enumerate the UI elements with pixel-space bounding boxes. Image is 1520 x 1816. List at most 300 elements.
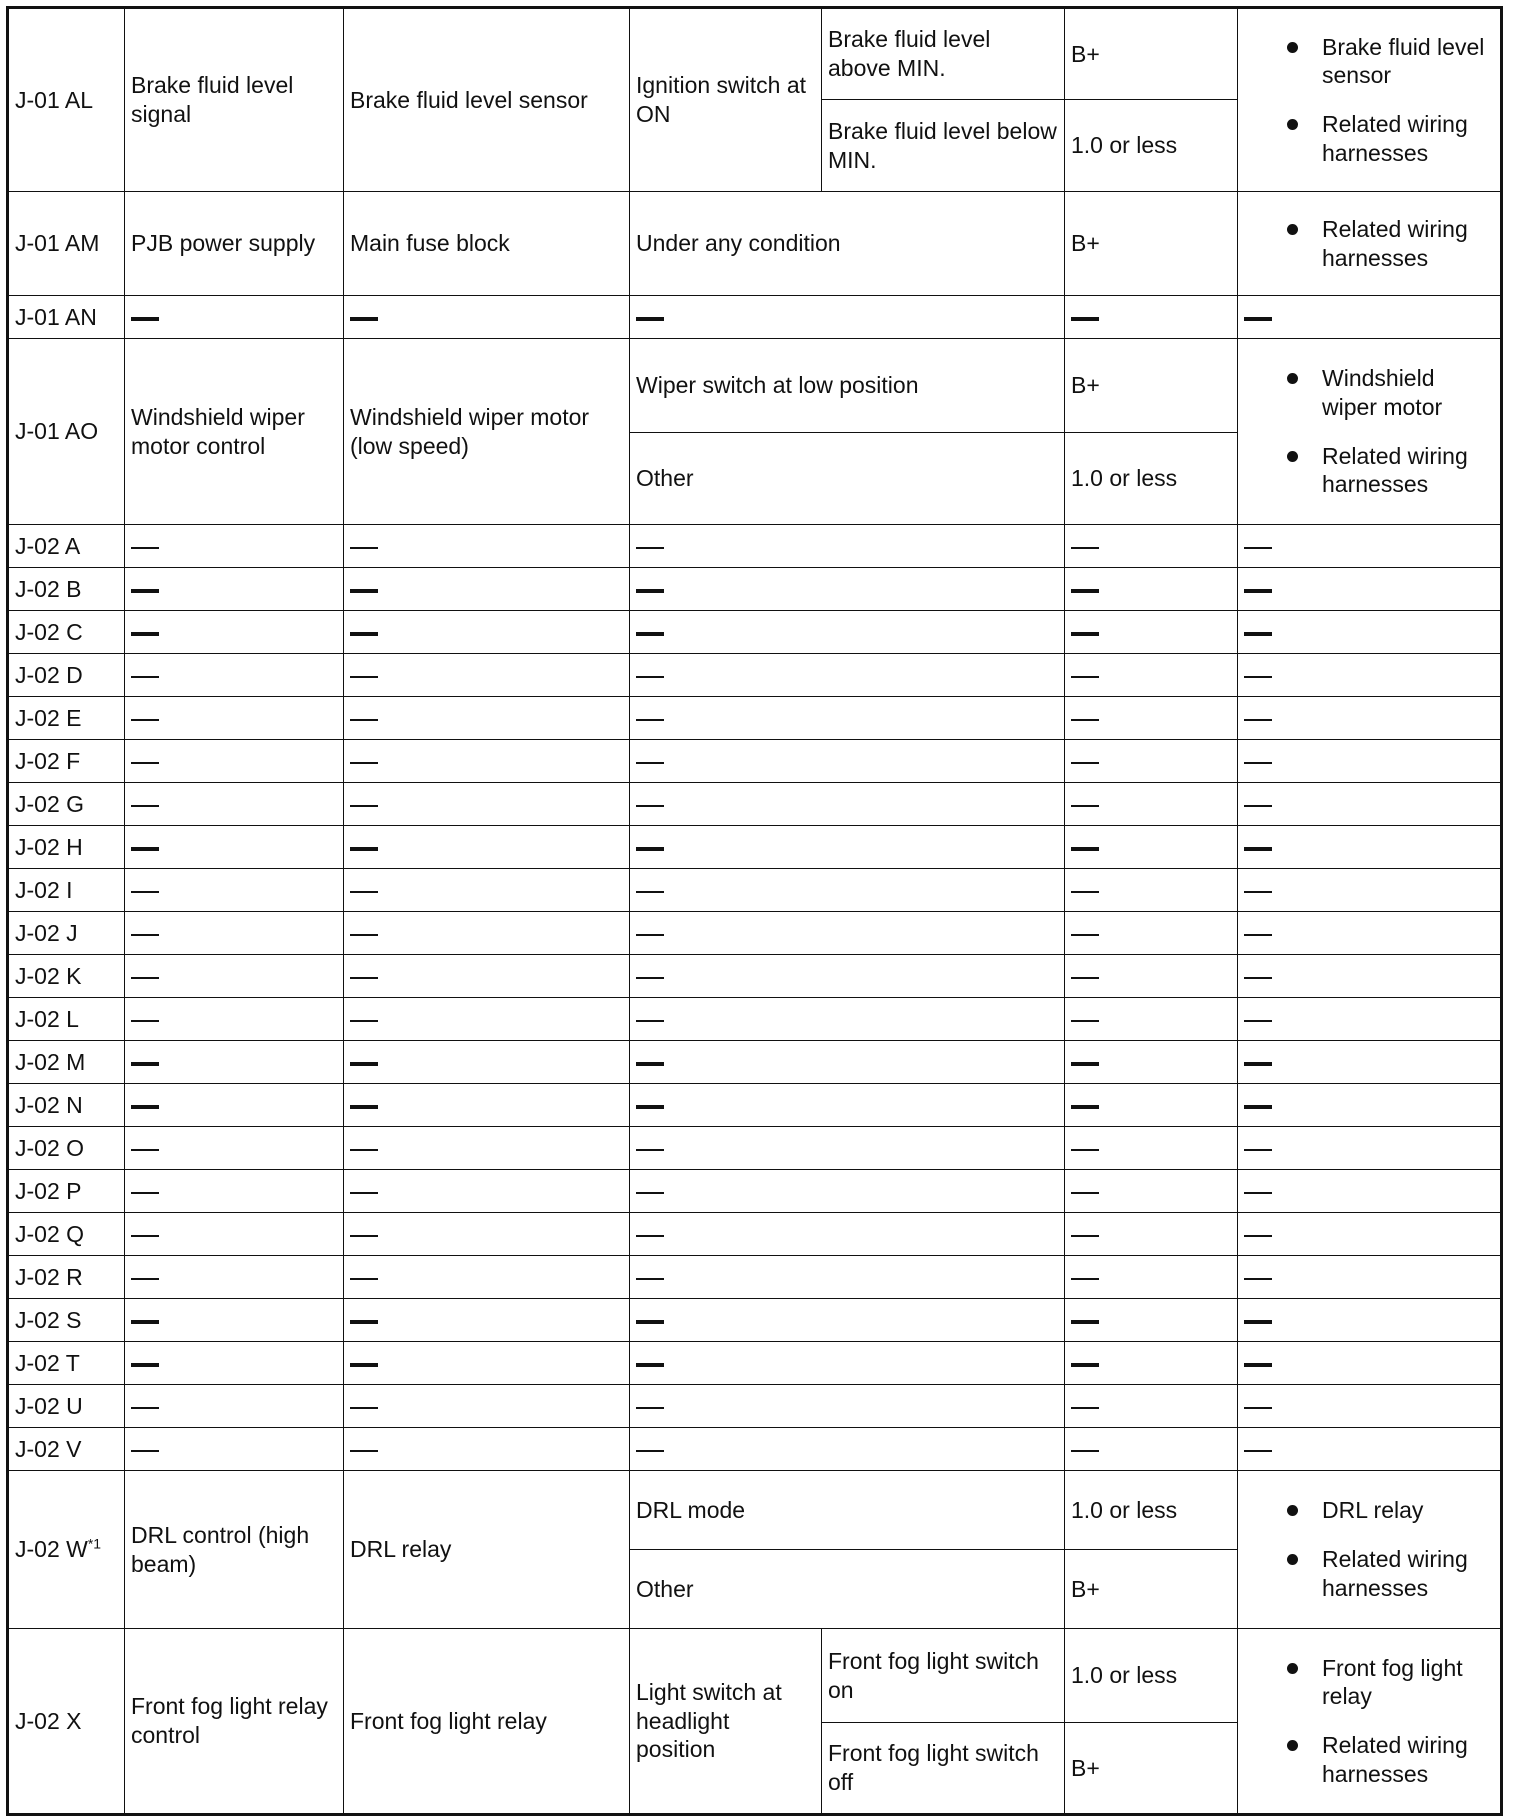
dash-mark xyxy=(1071,589,1099,593)
table-row xyxy=(8,525,1502,568)
empty-cell xyxy=(1238,826,1502,869)
dash-mark xyxy=(350,632,378,636)
dash-mark xyxy=(131,719,159,721)
empty-cell xyxy=(1065,654,1238,697)
table-row xyxy=(8,1299,1502,1342)
voltage-cell: B+ xyxy=(1065,192,1238,296)
dash-mark xyxy=(636,1407,664,1409)
dash-mark xyxy=(636,547,664,549)
terminal-cell: J-02 R xyxy=(8,1256,125,1299)
table-row xyxy=(8,1342,1502,1385)
dash-mark xyxy=(1244,1407,1272,1409)
destination-cell: Windshield wiper motor (low speed) xyxy=(344,339,630,525)
empty-cell xyxy=(630,296,1065,339)
empty-cell xyxy=(125,1256,344,1299)
dash-mark xyxy=(1071,719,1099,721)
empty-cell xyxy=(1238,1428,1502,1471)
dash-mark xyxy=(350,1020,378,1022)
terminal-table-sheet xyxy=(6,6,1503,1816)
empty-cell xyxy=(344,1084,630,1127)
empty-cell xyxy=(125,654,344,697)
dash-mark xyxy=(1244,1320,1272,1324)
voltage-cell: 1.0 or less xyxy=(1065,100,1238,192)
voltage-cell: B+ xyxy=(1065,8,1238,100)
dash-mark xyxy=(636,1062,664,1066)
list-item: DRL relay xyxy=(1244,1496,1494,1525)
empty-cell xyxy=(125,912,344,955)
bullet-icon xyxy=(1287,1740,1298,1751)
empty-cell xyxy=(344,1041,630,1084)
table-row xyxy=(8,1127,1502,1170)
dash-mark xyxy=(1071,977,1099,979)
empty-cell xyxy=(125,525,344,568)
empty-cell xyxy=(344,296,630,339)
empty-cell xyxy=(125,998,344,1041)
empty-cell xyxy=(630,1342,1065,1385)
terminal-cell: J-02 T xyxy=(8,1342,125,1385)
empty-cell xyxy=(1065,955,1238,998)
dash-mark xyxy=(1071,805,1099,807)
dash-mark xyxy=(350,805,378,807)
empty-cell xyxy=(344,525,630,568)
empty-cell xyxy=(1238,740,1502,783)
dash-mark xyxy=(350,1149,378,1151)
dash-mark xyxy=(1071,317,1099,321)
list-item: Related wiring harnesses xyxy=(1244,442,1494,500)
dash-mark xyxy=(1244,1149,1272,1151)
empty-cell xyxy=(1238,1170,1502,1213)
voltage-cell: B+ xyxy=(1065,1550,1238,1629)
table-row xyxy=(8,955,1502,998)
dash-mark xyxy=(131,317,159,321)
dash-mark xyxy=(350,589,378,593)
dash-mark xyxy=(1244,934,1272,936)
terminal-cell: J-02 K xyxy=(8,955,125,998)
dash-mark xyxy=(350,1450,378,1452)
terminal-cell: J-02 F xyxy=(8,740,125,783)
empty-cell xyxy=(1238,654,1502,697)
terminal-cell: J-02 V xyxy=(8,1428,125,1471)
dash-mark xyxy=(636,317,664,321)
signal-cell: Brake fluid level signal xyxy=(125,8,344,192)
table-row xyxy=(8,697,1502,740)
dash-mark xyxy=(131,847,159,851)
empty-cell xyxy=(1065,697,1238,740)
dash-mark xyxy=(1071,1450,1099,1452)
dash-mark xyxy=(131,1149,159,1151)
dash-mark xyxy=(636,1278,664,1280)
dash-mark xyxy=(350,1363,378,1367)
dash-mark xyxy=(1071,1062,1099,1066)
dash-mark xyxy=(350,676,378,678)
table-row xyxy=(8,826,1502,869)
empty-cell xyxy=(125,1299,344,1342)
dash-mark xyxy=(636,762,664,764)
empty-cell xyxy=(1065,1084,1238,1127)
dash-mark xyxy=(131,1192,159,1194)
dash-mark xyxy=(636,934,664,936)
terminal-label: J-02 W xyxy=(15,1536,88,1563)
empty-cell xyxy=(344,1342,630,1385)
table-row xyxy=(8,740,1502,783)
bullet-icon xyxy=(1287,1663,1298,1674)
dash-mark xyxy=(636,1020,664,1022)
empty-cell xyxy=(630,568,1065,611)
bullet-icon xyxy=(1287,119,1298,130)
subcondition-cell: Brake fluid level above MIN. xyxy=(822,8,1065,100)
empty-cell xyxy=(630,912,1065,955)
empty-cell xyxy=(630,1428,1065,1471)
voltage-cell: B+ xyxy=(1065,1723,1238,1815)
dash-mark xyxy=(131,1020,159,1022)
dash-mark xyxy=(350,977,378,979)
terminal-cell: J-02 S xyxy=(8,1299,125,1342)
terminal-cell: J-02 Q xyxy=(8,1213,125,1256)
subcondition-cell: Front fog light switch on xyxy=(822,1629,1065,1723)
dash-mark xyxy=(636,1450,664,1452)
empty-cell xyxy=(630,525,1065,568)
terminal-cell: J-02 A xyxy=(8,525,125,568)
empty-cell xyxy=(125,296,344,339)
bullet-icon xyxy=(1287,42,1298,53)
empty-cell xyxy=(1238,955,1502,998)
table-row xyxy=(8,1385,1502,1428)
terminal-cell: J-02 O xyxy=(8,1127,125,1170)
empty-cell xyxy=(125,1385,344,1428)
dash-mark xyxy=(350,317,378,321)
terminal-cell: J-02 I xyxy=(8,869,125,912)
table-row xyxy=(8,8,1502,100)
dash-mark xyxy=(131,1105,159,1109)
empty-cell xyxy=(125,955,344,998)
dash-mark xyxy=(350,1278,378,1280)
destination-cell: Brake fluid level sensor xyxy=(344,8,630,192)
dash-mark xyxy=(1244,632,1272,636)
dash-mark xyxy=(131,934,159,936)
empty-cell xyxy=(125,1127,344,1170)
terminal-cell: J-01 AN xyxy=(8,296,125,339)
dash-mark xyxy=(1071,1235,1099,1237)
empty-cell xyxy=(344,826,630,869)
empty-cell xyxy=(1065,912,1238,955)
dash-mark xyxy=(636,676,664,678)
empty-cell xyxy=(344,1127,630,1170)
bullet-icon xyxy=(1287,451,1298,462)
table-row xyxy=(8,1170,1502,1213)
dash-mark xyxy=(1071,1278,1099,1280)
dash-mark xyxy=(1071,632,1099,636)
condition-cell: Light switch at headlight position xyxy=(630,1629,822,1815)
voltage-cell: 1.0 or less xyxy=(1065,433,1238,525)
empty-cell xyxy=(125,783,344,826)
table-row xyxy=(8,1428,1502,1471)
dash-mark xyxy=(131,676,159,678)
empty-cell xyxy=(1238,1299,1502,1342)
empty-cell xyxy=(1065,296,1238,339)
dash-mark xyxy=(1071,1149,1099,1151)
signal-cell: PJB power supply xyxy=(125,192,344,296)
dash-mark xyxy=(1244,891,1272,893)
dash-mark xyxy=(131,977,159,979)
empty-cell xyxy=(1065,998,1238,1041)
empty-cell xyxy=(344,998,630,1041)
empty-cell xyxy=(125,869,344,912)
terminal-cell: J-02 X xyxy=(8,1629,125,1815)
dash-mark xyxy=(131,1235,159,1237)
list-item: Related wiring harnesses xyxy=(1244,1731,1494,1789)
empty-cell xyxy=(630,740,1065,783)
list-item: Windshield wiper motor xyxy=(1244,364,1494,422)
bullet-icon xyxy=(1287,373,1298,384)
empty-cell xyxy=(1065,1428,1238,1471)
empty-cell xyxy=(125,826,344,869)
condition-cell: Other xyxy=(630,433,1065,525)
dash-mark xyxy=(1244,1020,1272,1022)
empty-cell xyxy=(1238,568,1502,611)
empty-cell xyxy=(1065,1213,1238,1256)
dash-mark xyxy=(350,1235,378,1237)
empty-cell xyxy=(630,869,1065,912)
dash-mark xyxy=(636,891,664,893)
empty-cell xyxy=(344,568,630,611)
terminal-cell: J-02 E xyxy=(8,697,125,740)
empty-cell xyxy=(125,1428,344,1471)
dash-mark xyxy=(131,547,159,549)
destination-cell: Main fuse block xyxy=(344,192,630,296)
empty-cell xyxy=(344,1256,630,1299)
table-row xyxy=(8,1213,1502,1256)
empty-cell xyxy=(630,955,1065,998)
dash-mark xyxy=(1244,977,1272,979)
dash-mark xyxy=(131,589,159,593)
empty-cell xyxy=(630,1127,1065,1170)
dash-mark xyxy=(636,1235,664,1237)
dash-mark xyxy=(131,762,159,764)
footnote-mark: *1 xyxy=(87,1535,102,1552)
empty-cell xyxy=(630,1299,1065,1342)
dash-mark xyxy=(350,1320,378,1324)
dash-mark xyxy=(350,719,378,721)
table-row xyxy=(8,611,1502,654)
condition-cell: Wiper switch at low position xyxy=(630,339,1065,433)
empty-cell xyxy=(630,998,1065,1041)
terminal-cell: J-02 M xyxy=(8,1041,125,1084)
empty-cell xyxy=(1238,697,1502,740)
empty-cell xyxy=(1238,1041,1502,1084)
empty-cell xyxy=(344,1213,630,1256)
terminal-cell xyxy=(8,1471,125,1629)
empty-cell xyxy=(344,740,630,783)
table-row xyxy=(8,869,1502,912)
table-row xyxy=(8,912,1502,955)
list-item: Related wiring harnesses xyxy=(1244,215,1494,273)
table-row xyxy=(8,783,1502,826)
empty-cell xyxy=(1065,1256,1238,1299)
blank-row-group xyxy=(8,525,1502,1471)
dash-mark xyxy=(131,1062,159,1066)
dash-mark xyxy=(1071,1105,1099,1109)
empty-cell xyxy=(1238,912,1502,955)
table-row xyxy=(8,1256,1502,1299)
dash-mark xyxy=(1244,805,1272,807)
empty-cell xyxy=(1065,783,1238,826)
voltage-cell: B+ xyxy=(1065,339,1238,433)
dash-mark xyxy=(1071,1320,1099,1324)
dash-mark xyxy=(1244,1363,1272,1367)
dash-mark xyxy=(1244,762,1272,764)
terminal-cell: J-01 AO xyxy=(8,339,125,525)
empty-cell xyxy=(344,1170,630,1213)
empty-cell xyxy=(125,740,344,783)
dash-mark xyxy=(1071,1363,1099,1367)
check-item-cell xyxy=(1238,1629,1502,1815)
dash-mark xyxy=(1244,589,1272,593)
empty-cell xyxy=(1238,1084,1502,1127)
terminal-cell: J-01 AL xyxy=(8,8,125,192)
subcondition-cell: Front fog light switch off xyxy=(822,1723,1065,1815)
empty-cell xyxy=(125,1041,344,1084)
destination-cell: DRL relay xyxy=(344,1471,630,1629)
condition-cell: Under any condition xyxy=(630,192,1065,296)
bullet-icon xyxy=(1287,1554,1298,1565)
dash-mark xyxy=(350,762,378,764)
signal-cell: Windshield wiper motor control xyxy=(125,339,344,525)
empty-cell xyxy=(344,955,630,998)
terminal-cell: J-02 D xyxy=(8,654,125,697)
table-row xyxy=(8,1084,1502,1127)
empty-cell xyxy=(125,1342,344,1385)
dash-mark xyxy=(636,805,664,807)
terminal-cell: J-02 U xyxy=(8,1385,125,1428)
empty-cell xyxy=(1238,525,1502,568)
list-item: Front fog light relay xyxy=(1244,1654,1494,1712)
dash-mark xyxy=(1244,847,1272,851)
dash-mark xyxy=(1071,891,1099,893)
voltage-cell: 1.0 or less xyxy=(1065,1471,1238,1550)
dash-mark xyxy=(350,1105,378,1109)
empty-cell xyxy=(1065,1170,1238,1213)
terminal-cell: J-02 P xyxy=(8,1170,125,1213)
dash-mark xyxy=(131,1278,159,1280)
dash-mark xyxy=(1071,1020,1099,1022)
dash-mark xyxy=(1071,1192,1099,1194)
terminal-cell: J-02 H xyxy=(8,826,125,869)
dash-mark xyxy=(636,977,664,979)
dash-mark xyxy=(131,1363,159,1367)
empty-cell xyxy=(1238,1256,1502,1299)
dash-mark xyxy=(1071,1407,1099,1409)
empty-cell xyxy=(1065,826,1238,869)
dash-mark xyxy=(1244,1105,1272,1109)
dash-mark xyxy=(1244,1450,1272,1452)
dash-mark xyxy=(350,1192,378,1194)
empty-cell xyxy=(630,1213,1065,1256)
empty-cell xyxy=(630,783,1065,826)
condition-cell: Other xyxy=(630,1550,1065,1629)
terminal-voltage-table xyxy=(6,6,1503,1816)
table-row xyxy=(8,654,1502,697)
terminal-cell: J-02 J xyxy=(8,912,125,955)
table-row xyxy=(8,296,1502,339)
empty-cell xyxy=(344,697,630,740)
empty-cell xyxy=(630,1041,1065,1084)
dash-mark xyxy=(636,1105,664,1109)
empty-cell xyxy=(1065,1385,1238,1428)
empty-cell xyxy=(125,611,344,654)
empty-cell xyxy=(125,1084,344,1127)
empty-cell xyxy=(1238,1385,1502,1428)
dash-mark xyxy=(636,1149,664,1151)
empty-cell xyxy=(125,697,344,740)
table-row xyxy=(8,339,1502,433)
dash-mark xyxy=(350,1062,378,1066)
condition-cell: DRL mode xyxy=(630,1471,1065,1550)
destination-cell: Front fog light relay xyxy=(344,1629,630,1815)
empty-cell xyxy=(1065,869,1238,912)
dash-mark xyxy=(350,547,378,549)
table-row xyxy=(8,192,1502,296)
empty-cell xyxy=(630,826,1065,869)
empty-cell xyxy=(1065,1041,1238,1084)
empty-cell xyxy=(630,1170,1065,1213)
voltage-cell: 1.0 or less xyxy=(1065,1629,1238,1723)
empty-cell xyxy=(1238,296,1502,339)
empty-cell xyxy=(1238,1213,1502,1256)
dash-mark xyxy=(636,847,664,851)
dash-mark xyxy=(1071,676,1099,678)
terminal-cell: J-02 G xyxy=(8,783,125,826)
empty-cell xyxy=(344,869,630,912)
empty-cell xyxy=(630,1084,1065,1127)
empty-cell xyxy=(1065,740,1238,783)
terminal-cell: J-02 C xyxy=(8,611,125,654)
terminal-cell: J-02 B xyxy=(8,568,125,611)
table-row xyxy=(8,998,1502,1041)
table-row xyxy=(8,568,1502,611)
empty-cell xyxy=(1238,611,1502,654)
dash-mark xyxy=(636,1320,664,1324)
terminal-cell: J-02 N xyxy=(8,1084,125,1127)
empty-cell xyxy=(344,1385,630,1428)
empty-cell xyxy=(630,1256,1065,1299)
bullet-icon xyxy=(1287,1505,1298,1516)
dash-mark xyxy=(1244,1235,1272,1237)
empty-cell xyxy=(344,1428,630,1471)
dash-mark xyxy=(636,632,664,636)
dash-mark xyxy=(1244,1062,1272,1066)
empty-cell xyxy=(1065,525,1238,568)
dash-mark xyxy=(350,891,378,893)
dash-mark xyxy=(1244,1278,1272,1280)
dash-mark xyxy=(636,589,664,593)
empty-cell xyxy=(1065,568,1238,611)
list-item: Related wiring harnesses xyxy=(1244,1545,1494,1603)
empty-cell xyxy=(344,611,630,654)
dash-mark xyxy=(1071,934,1099,936)
bullet-icon xyxy=(1287,224,1298,235)
empty-cell xyxy=(125,568,344,611)
dash-mark xyxy=(636,719,664,721)
list-item: Related wiring harnesses xyxy=(1244,110,1494,168)
empty-cell xyxy=(1238,869,1502,912)
dash-mark xyxy=(131,805,159,807)
empty-cell xyxy=(125,1213,344,1256)
dash-mark xyxy=(1071,547,1099,549)
dash-mark xyxy=(1244,719,1272,721)
dash-mark xyxy=(636,1363,664,1367)
check-item-cell xyxy=(1238,192,1502,296)
dash-mark xyxy=(350,934,378,936)
